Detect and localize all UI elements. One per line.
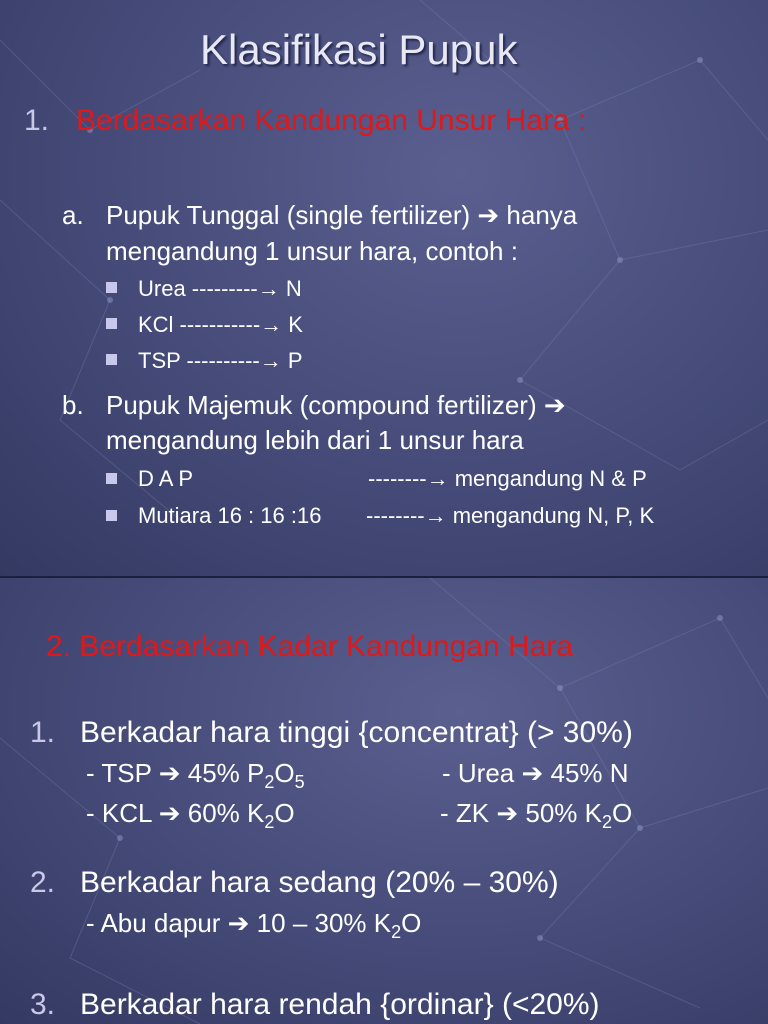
- item-b-line2: mengandung lebih dari 1 unsur hara: [106, 425, 524, 455]
- square-bullet-icon: [106, 510, 117, 521]
- example-dap-desc: --------→ mengandung N & P: [368, 466, 647, 491]
- item-2-text: Berkadar hara sedang (20% – 30%): [80, 866, 559, 899]
- square-bullet-icon: [106, 473, 117, 484]
- square-bullet-icon: [106, 354, 117, 365]
- heading-number: 1.: [24, 104, 50, 137]
- item-3-text: Berkadar hara rendah {ordinar} (<20%): [80, 988, 600, 1021]
- urea-line: - Urea ➔ 45% N: [442, 758, 629, 788]
- square-bullet-icon: [106, 282, 117, 293]
- arrow-icon: ➔: [158, 758, 181, 788]
- item-b-line1: Pupuk Majemuk (compound fertilizer) ➔: [106, 390, 566, 420]
- item-a-label: a.: [62, 200, 84, 230]
- example-dap-name: D A P: [138, 466, 194, 491]
- example-mutiara-desc: --------→ mengandung N, P, K: [366, 503, 655, 528]
- square-bullet-icon: [106, 318, 117, 329]
- arrow-icon: ➔: [158, 798, 181, 828]
- tsp-line: - TSP ➔ 45% $P_2O_5$: [86, 758, 305, 793]
- example-urea: Urea ---------→ N: [138, 276, 302, 301]
- item-b-label: b.: [62, 390, 84, 420]
- example-tsp: TSP ----------→ P: [138, 348, 303, 373]
- example-mutiara-name: Mutiara 16 : 16 :16: [138, 503, 322, 528]
- item-2-number: 2.: [30, 866, 56, 899]
- example-kcl: KCl -----------→ K: [138, 312, 303, 337]
- section-heading: Berdasarkan Kandungan Unsur Hara :: [76, 104, 587, 137]
- arrow-icon: ➔: [477, 200, 500, 230]
- slide-2: [0, 578, 768, 1024]
- item-a-line1: Pupuk Tunggal (single fertilizer) ➔ hanya: [106, 200, 578, 230]
- item-a-line2: mengandung 1 unsur hara, contoh :: [106, 236, 518, 266]
- arrow-icon: ➔: [496, 798, 519, 828]
- arrow-icon: ➔: [521, 758, 544, 788]
- section-heading-2: 2. Berdasarkan Kadar Kandungan Hara: [46, 630, 574, 663]
- item-1-number: 1.: [30, 716, 56, 749]
- zk-line: - ZK ➔ 50% $K_2O$: [440, 798, 633, 833]
- abu-dapur-line: - Abu dapur ➔ 10 – 30% $K_2O$: [86, 908, 422, 943]
- slide-title: Klasifikasi Pupuk: [200, 26, 518, 73]
- item-1-text: Berkadar hara tinggi {concentrat} (> 30%): [80, 716, 633, 749]
- item-3-number: 3.: [30, 988, 56, 1021]
- kcl-line: - KCL ➔ 60% $K_2O$: [86, 798, 295, 833]
- arrow-icon: ➔: [227, 908, 250, 938]
- arrow-icon: ➔: [543, 390, 566, 420]
